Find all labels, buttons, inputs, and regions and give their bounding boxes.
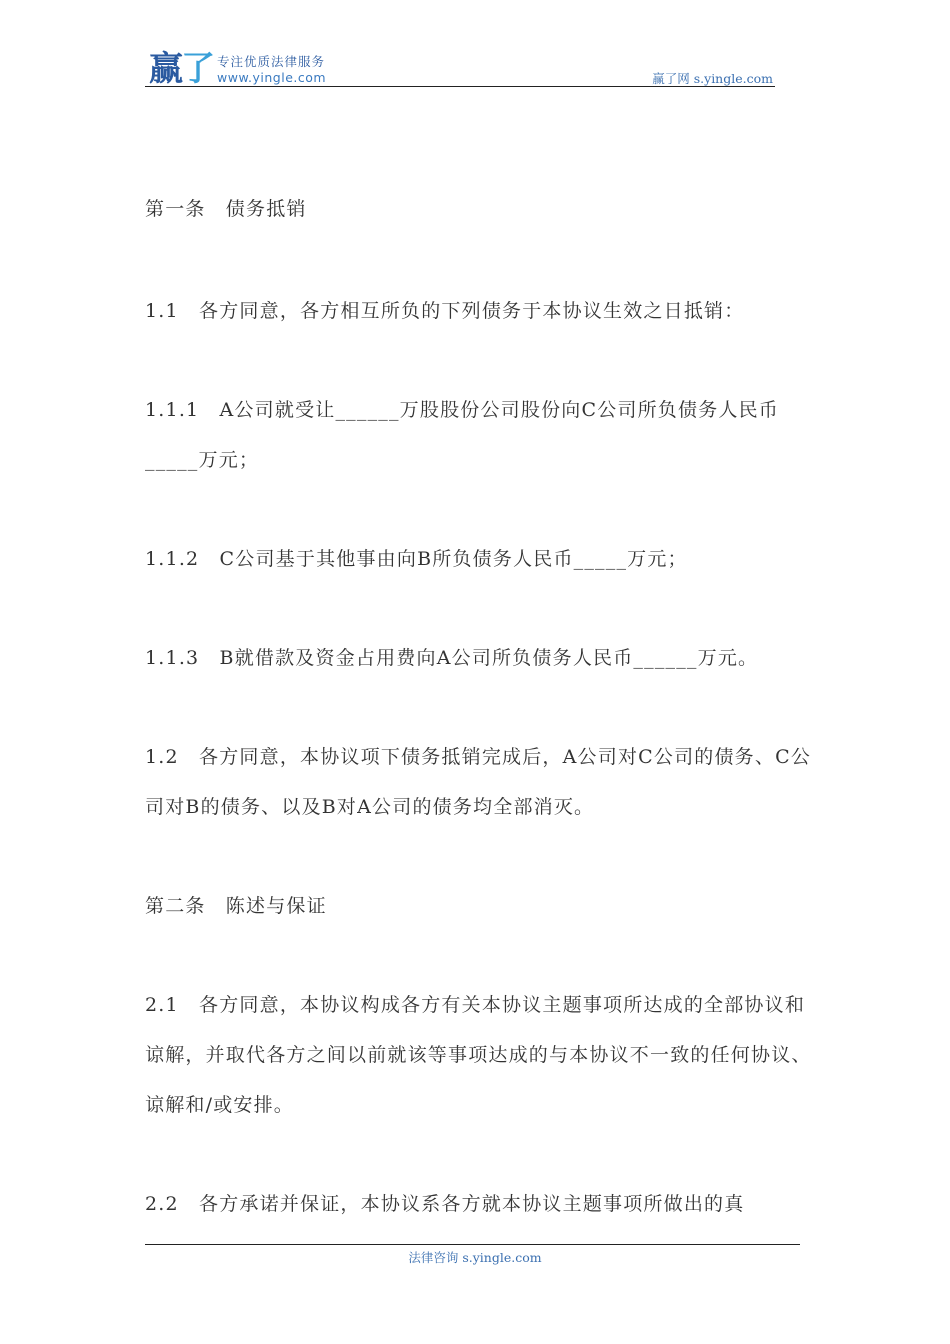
yingle-logo: [149, 49, 213, 89]
clause-1-1-2: 1.1.2 C公司基于其他事由向B所负债务人民币_____万元；: [145, 548, 688, 570]
logo-char-ying: 赢: [149, 49, 181, 89]
clause-1-1-1: 1.1.1 A公司就受让______万股股份公司股份向C公司所负债务人民币_____万元；: [145, 399, 780, 471]
clause-1-1: 1.1 各方同意，各方相互所负的下列债务于本协议生效之日抵销：: [145, 300, 745, 322]
footer-divider: [145, 1244, 800, 1245]
header-site-link[interactable]: 赢了网 s.yingle.com: [652, 71, 773, 86]
header-divider: [145, 86, 775, 87]
logo-char-liao: 了: [181, 49, 213, 89]
page-footer[interactable]: 法律咨询 s.yingle.com: [408, 1250, 542, 1265]
article-heading-2: 第二条 陈述与保证: [145, 895, 327, 917]
clause-1-2: 1.2 各方同意，本协议项下债务抵销完成后，A公司对C公司的债务、C公司对B的债务、以及B对A公司的债务均全部消灭。: [145, 746, 812, 818]
article-heading-1: 第一条 债务抵销: [145, 198, 307, 220]
logo-tagline: 专注优质法律服务: [217, 54, 326, 69]
logo-site-url: www.yingle.com: [217, 70, 327, 85]
clause-2-2: 2.2 各方承诺并保证，本协议系各方就本协议主题事项所做出的真: [145, 1193, 745, 1215]
clause-2-1: 2.1 各方同意，本协议构成各方有关本协议主题事项所达成的全部协议和谅解，并取代各方之间以前就该等事项达成的与本协议不一致的任何协议、谅解和/或安排。: [145, 994, 812, 1116]
document-body: [145, 184, 815, 1278]
page-header: [145, 50, 775, 88]
clause-1-1-3: 1.1.3 B就借款及资金占用费向A公司所负债务人民币______万元。: [145, 647, 759, 669]
